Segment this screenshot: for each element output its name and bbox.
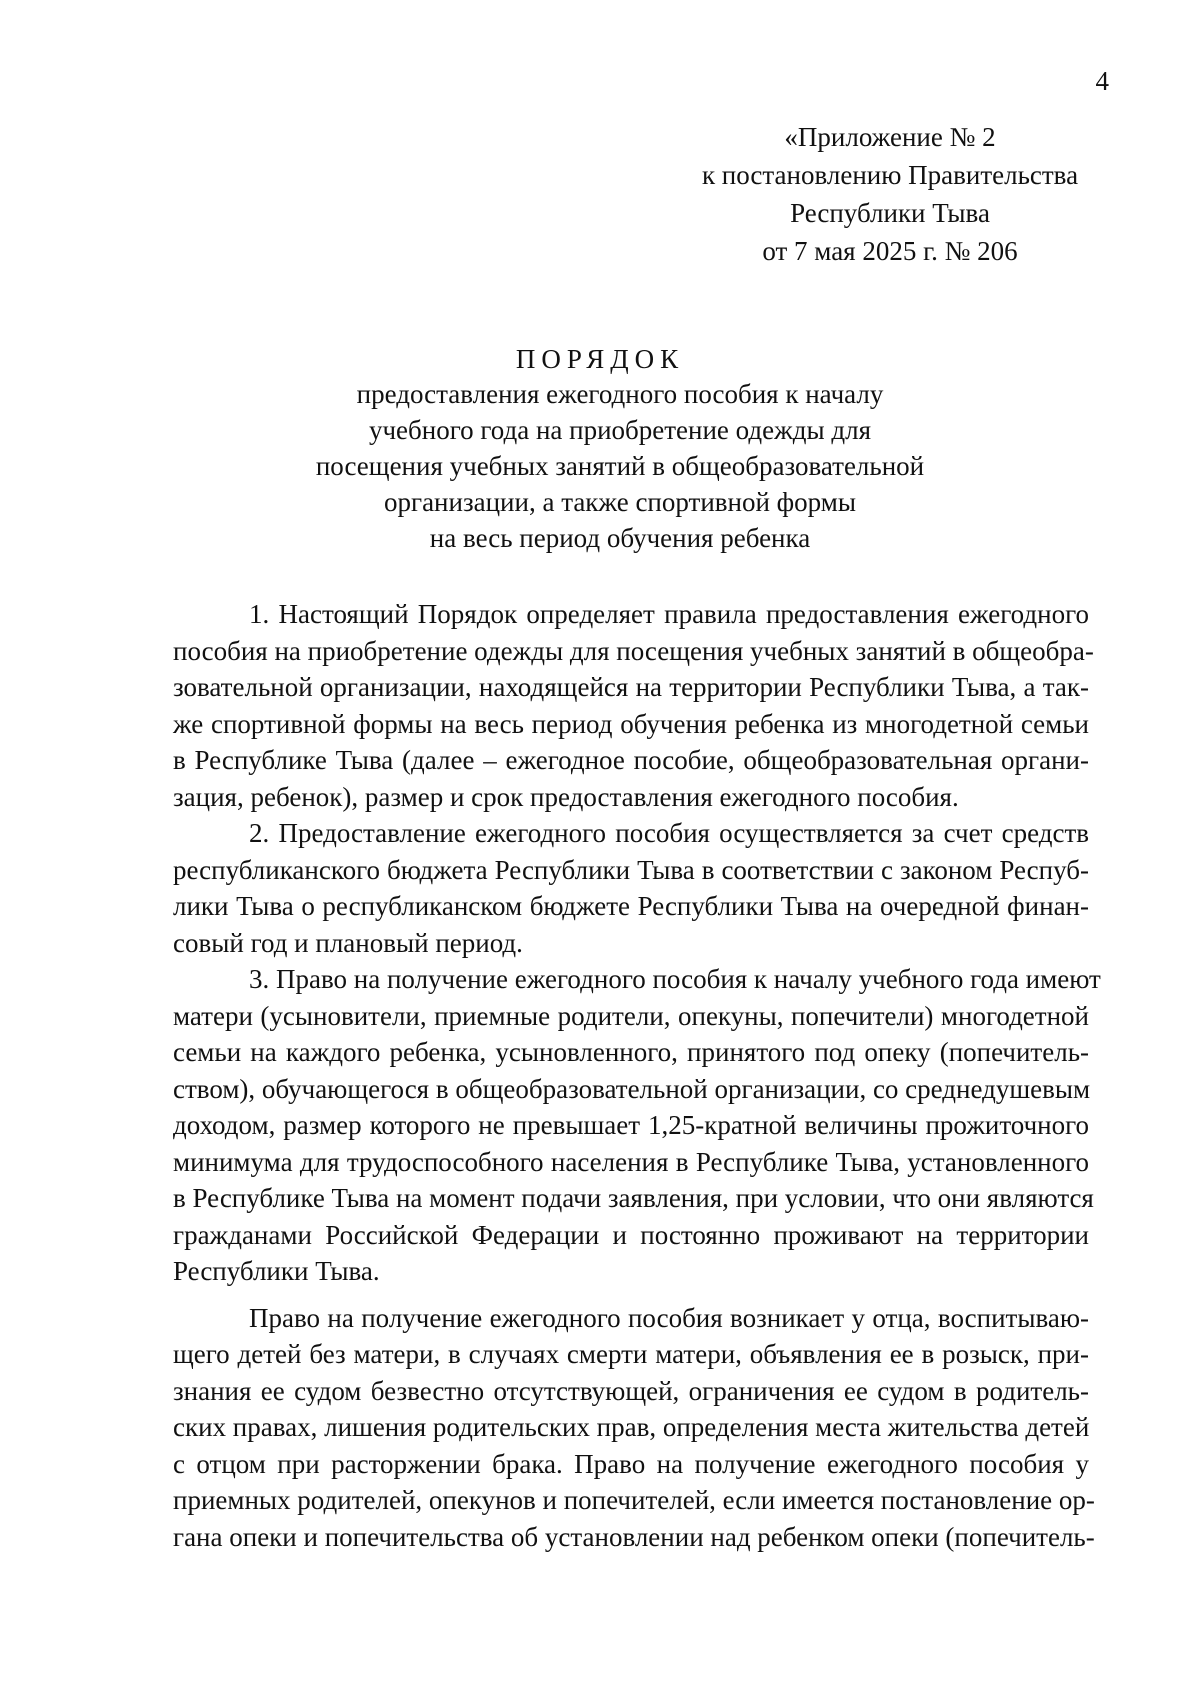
subtitle-line: организации, а также спортивной формы [384,487,856,517]
text-line: гражданами Российской Федерации и постоянно проживают на территории [173,1219,1089,1250]
text-line: республиканского бюджета Республики Тыва в соответствии с законом Респуб- [173,854,1089,885]
appendix-line: Республики Тыва [790,198,990,228]
text-line: пособия на приобретение одежды для посещения учебных занятий в общеобра- [173,635,1094,666]
text-line: зовательной организации, находящейся на территории Республики Тыва, а так- [173,672,1089,702]
text-line: ских правах, лишения родительских прав, определения места жительства детей [173,1412,1090,1442]
paragraph-1 [173,596,1094,815]
text-line: матери (усыновители, приемные родители, опекуны, попечители) многодетной [173,1000,1089,1031]
text-line: щего детей без матери, в случаях смерти матери, объявления ее в розыск, при- [173,1339,1089,1369]
text-line: в Республике Тыва (далее – ежегодное пособие, общеобразовательная органи- [173,745,1089,775]
subtitle-line: посещения учебных занятий в общеобразовательной [315,451,925,481]
text-line: зация, ребенок), размер и срок предоставления ежегодного пособия. [173,781,959,812]
text-line: 3. Право на получение ежегодного пособия к началу учебного года имеют [249,964,1101,994]
text-line: совый год и плановый период. [173,927,523,958]
appendix-line: к постановлению Правительства [701,160,1079,190]
page-number: 4 [1095,66,1109,96]
text-line: в Республике Тыва на момент подачи заявления, при условии, что они являются [173,1183,1094,1213]
text-line: лики Тыва о республиканском бюджете Республики Тыва на очередной финан- [173,891,1089,921]
text-line: минимума для трудоспособного населения в Республике Тыва, установленного [173,1146,1089,1177]
document-title: ПОРЯДОК [515,344,685,374]
paragraph-3 [173,961,1101,1290]
text-line: Республики Тыва. [173,1256,380,1286]
subtitle-line: предоставления ежегодного пособия к началу [356,379,884,409]
appendix-header [690,118,1090,270]
text-line: приемных родителей, опекунов и попечителей, если имеется постановление ор- [173,1485,1095,1515]
text-line: ством), обучающегося в общеобразовательной организации, со среднедушевым [173,1073,1091,1104]
document-body [173,596,1101,1555]
appendix-line: «Приложение № 2 [784,122,996,152]
subtitle-line: на весь период обучения ребенка [429,523,811,553]
document-subtitle [300,376,940,556]
paragraph-4 [173,1300,1095,1556]
text-line: же спортивной формы на весь период обучения ребенка из многодетной семьи [173,708,1089,739]
subtitle-line: учебного года на приобретение одежды для [368,415,872,445]
appendix-line: от 7 мая 2025 г. № 206 [762,236,1018,266]
text-line: семьи на каждого ребенка, усыновленного, принятого под опеку (попечитель- [173,1037,1089,1067]
paragraph-2 [173,815,1089,961]
text-line: с отцом при расторжении брака. Право на получение ежегодного пособия у [173,1448,1089,1479]
text-line: Право на получение ежегодного пособия возникает у отца, воспитываю- [249,1302,1089,1333]
text-line: знания ее судом безвестно отсутствующей, ограничения ее судом в родитель- [173,1375,1089,1406]
text-line: доходом, размер которого не превышает 1,25-кратной величины прожиточного [173,1110,1089,1140]
text-line: гана опеки и попечительства об установлении над ребенком опеки (попечитель- [173,1521,1095,1552]
text-line: 1. Настоящий Порядок определяет правила предоставления ежегодного [249,599,1089,629]
text-line: 2. Предоставление ежегодного пособия осуществляется за счет средств [249,818,1089,848]
